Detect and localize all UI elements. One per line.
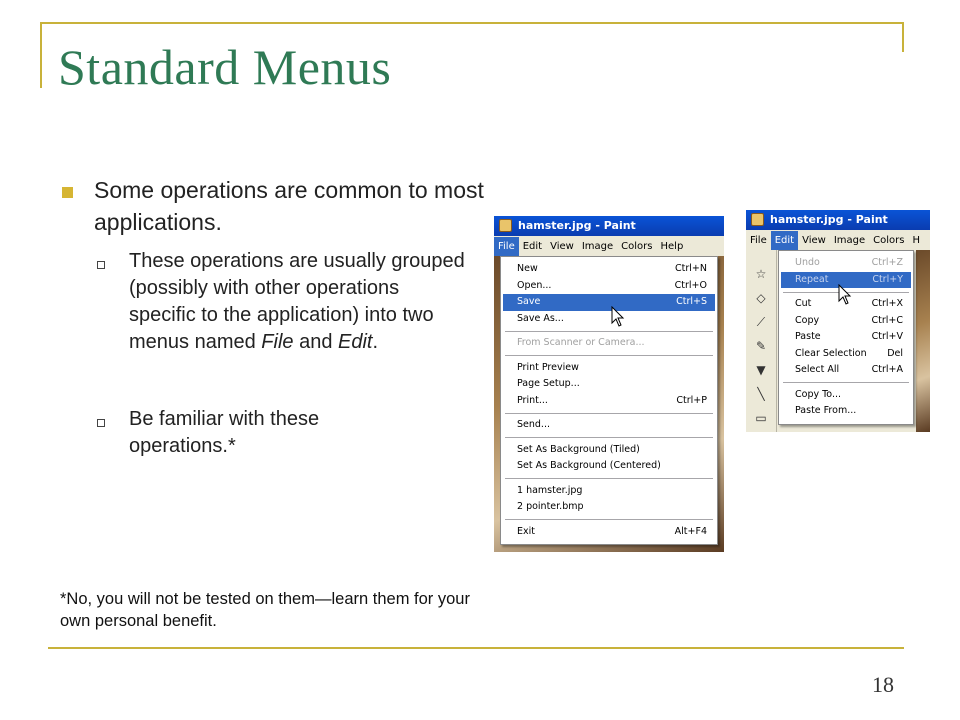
menu-separator: [783, 382, 909, 383]
color-picker-icon[interactable]: ⟋: [756, 315, 766, 329]
frame-right-line: [902, 22, 904, 52]
footnote: *No, you will not be tested on them—learn them for your own personal benefit.: [60, 590, 470, 630]
menu-separator: [505, 437, 713, 438]
window-titlebar: [494, 216, 724, 236]
page-number: 18: [872, 672, 894, 697]
menu-image[interactable]: Image: [581, 241, 614, 252]
window-title: hamster.jpg - Paint: [518, 219, 636, 232]
sub-bullet-text-2: Be familiar with these operations.*: [129, 408, 320, 457]
menu-item-shortcut: Del: [887, 347, 903, 359]
window-titlebar: [746, 210, 930, 230]
menu-file[interactable]: File: [750, 235, 767, 246]
menu-item-clear-selection[interactable]: [781, 346, 911, 363]
menu-item-label: Clear Selection: [795, 347, 867, 359]
menu-item-exit[interactable]: [503, 524, 715, 541]
menu-item-open[interactable]: [503, 278, 715, 295]
free-form-select-icon[interactable]: ☆: [755, 267, 767, 281]
menu-item-shortcut: Ctrl+N: [675, 263, 707, 274]
menu-item-set-as-background-centered[interactable]: [503, 458, 715, 475]
menu-h[interactable]: H: [912, 235, 921, 246]
menu-item-label: Undo: [795, 257, 820, 268]
menu-item-set-as-background-tiled[interactable]: [503, 442, 715, 459]
paint-window-edit: [746, 210, 930, 432]
pencil-icon[interactable]: ✎: [755, 339, 767, 353]
menu-item-label: Save As...: [517, 312, 564, 324]
menu-separator: [505, 478, 713, 479]
menu-edit[interactable]: Edit: [771, 231, 798, 250]
menu-item-shortcut: Ctrl+P: [676, 394, 707, 406]
menu-item-shortcut: Ctrl+O: [674, 279, 707, 291]
menu-item-label: Print...: [517, 394, 548, 406]
menu-separator: [505, 355, 713, 356]
menu-item-label: Paste From...: [795, 405, 857, 416]
menu-item-label: Copy To...: [795, 388, 842, 400]
menu-item-label: Save: [517, 296, 541, 307]
menu-item-print-preview[interactable]: [503, 360, 715, 377]
edit-menu-dropdown: [778, 250, 914, 425]
menu-item-label: Select All: [795, 364, 840, 375]
menu-item-from-scanner-or-camera[interactable]: [503, 335, 715, 352]
menu-item-1-hamster-jpg[interactable]: [503, 483, 715, 500]
menu-item-label: 2 pointer.bmp: [517, 501, 584, 512]
menu-view[interactable]: View: [802, 235, 826, 246]
menu-item-shortcut: Ctrl+X: [871, 298, 903, 309]
menu-item-shortcut: Ctrl+Y: [872, 273, 903, 285]
menu-item-paste-from[interactable]: [781, 403, 911, 420]
menu-item-shortcut: Ctrl+S: [676, 296, 707, 307]
menu-item-shortcut: Alt+F4: [674, 525, 707, 537]
menu-item-label: 1 hamster.jpg: [517, 484, 583, 496]
menu-help[interactable]: Help: [660, 241, 684, 252]
menu-item-page-setup[interactable]: [503, 376, 715, 393]
menu-item-shortcut: Ctrl+C: [871, 314, 903, 326]
menu-image[interactable]: Image: [833, 235, 866, 246]
line-icon[interactable]: ╲: [757, 387, 765, 401]
menu-item-copy-to[interactable]: [781, 387, 911, 404]
menu-colors[interactable]: Colors: [621, 241, 653, 252]
rectangle-icon[interactable]: ▭: [755, 411, 767, 425]
eraser-icon[interactable]: ◇: [756, 291, 766, 305]
menu-item-paste[interactable]: [781, 329, 911, 346]
menu-item-label: Exit: [517, 525, 535, 537]
fill-icon[interactable]: ▼: [756, 363, 766, 377]
menu-view[interactable]: View: [550, 241, 574, 252]
paint-app-icon: [499, 219, 512, 232]
menu-item-label: Page Setup...: [517, 378, 580, 389]
menu-item-shortcut: Ctrl+Z: [871, 257, 903, 268]
menu-item-print[interactable]: [503, 393, 715, 410]
menu-separator: [505, 413, 713, 414]
bullet-marker: [62, 187, 73, 198]
menu-item-save[interactable]: [503, 294, 715, 311]
file-menu-dropdown: [500, 256, 718, 545]
menu-separator: [505, 519, 713, 520]
frame-left-line: [40, 22, 42, 88]
menu-item-label: Set As Background (Centered): [517, 460, 661, 471]
slide-title: Standard Menus: [58, 39, 392, 95]
menu-item-undo[interactable]: [781, 255, 911, 272]
menu-file[interactable]: File: [494, 237, 519, 256]
menu-item-label: Send...: [517, 419, 550, 430]
menu-item-2-pointer-bmp[interactable]: [503, 499, 715, 516]
paint-window-file: [494, 216, 724, 552]
tool-box: [746, 250, 777, 432]
frame-bottom-line: [48, 647, 904, 649]
window-title: hamster.jpg - Paint: [770, 213, 888, 226]
menu-bar: [746, 231, 930, 250]
paint-app-icon: [751, 213, 764, 226]
menu-item-label: Set As Background (Tiled): [517, 443, 640, 455]
menu-item-label: Open...: [517, 279, 552, 291]
menu-item-shortcut: Ctrl+V: [871, 331, 903, 342]
menu-item-copy[interactable]: [781, 313, 911, 330]
menu-edit[interactable]: Edit: [522, 241, 543, 252]
sub-bullet-marker: [97, 261, 105, 269]
menu-item-send[interactable]: [503, 417, 715, 434]
menu-bar: [494, 237, 724, 256]
menu-item-select-all[interactable]: [781, 362, 911, 379]
frame-top-line: [40, 22, 904, 24]
menu-item-label: Paste: [795, 331, 821, 342]
menu-item-label: Repeat: [795, 273, 829, 285]
bullet-text-1: Some operations are common to most applications.: [94, 177, 484, 235]
sub-bullet-marker: [97, 419, 105, 427]
menu-item-new[interactable]: [503, 261, 715, 278]
canvas-photo: [916, 250, 930, 432]
menu-item-label: Cut: [795, 298, 812, 309]
menu-item-label: Copy: [795, 314, 820, 326]
menu-separator: [505, 331, 713, 332]
menu-item-shortcut: Ctrl+A: [871, 364, 903, 375]
menu-item-label: Print Preview: [517, 361, 579, 373]
menu-item-label: New: [517, 263, 538, 274]
menu-item-save-as[interactable]: [503, 311, 715, 328]
menu-colors[interactable]: Colors: [873, 235, 905, 246]
sub-bullet-text-1: These operations are usually grouped (possibly with other operations specific to the application) into two menus named File and Edit.: [129, 250, 465, 353]
menu-item-label: From Scanner or Camera...: [517, 337, 645, 348]
